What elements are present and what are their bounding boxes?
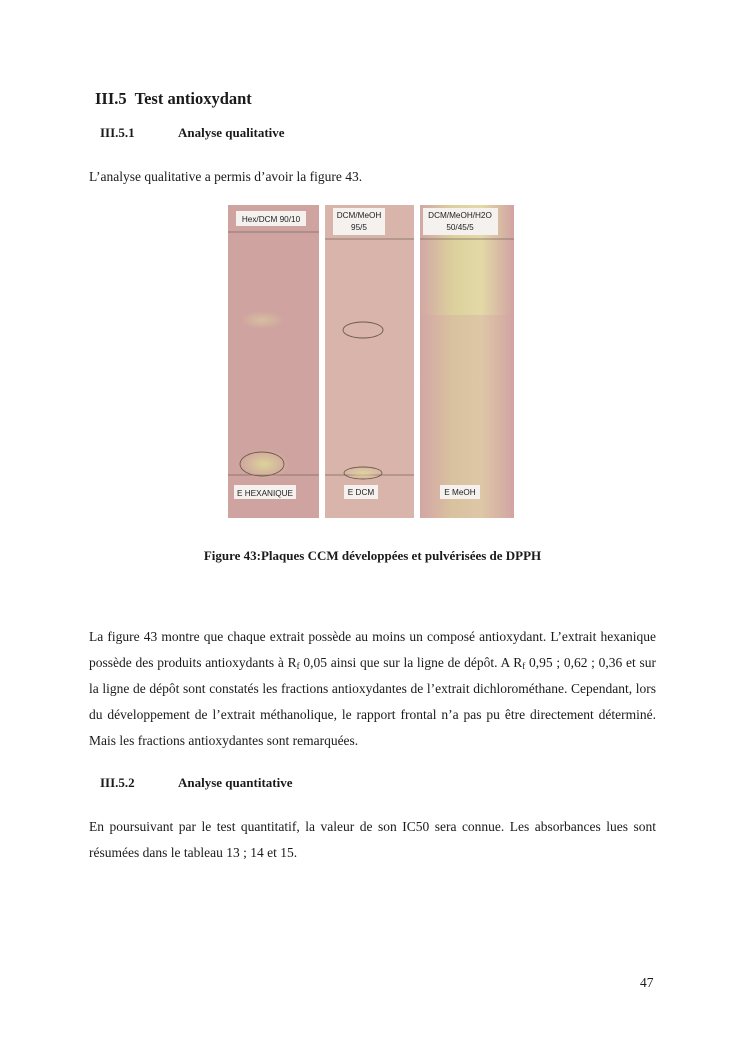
plate-hexane-extract: E HEXANIQUE [237, 489, 293, 498]
subsection-number: III.5.2 [100, 775, 135, 790]
plate-dcm-solvent-line1: DCM/MeOH [336, 211, 382, 220]
subsection-number: III.5.1 [100, 125, 135, 140]
tlc-plates-image [228, 205, 514, 518]
rf-subscript-2: f [522, 661, 526, 671]
para1-part-c: 0,95 ; 0,62 ; 0,36 et sur la ligne de dépôt sont constatés les fractions antioxydantes de l’extrait dichlorométhane. Cependant, lors du développement de l’extrait méthanolique, le rapport frontal n’a pas pu être directement déterminé. Mais les fractions antioxydantes sont remarquées. [89, 655, 656, 748]
plate-hexane-solvent: Hex/DCM 90/10 [241, 215, 301, 224]
subsection-heading-1 [100, 125, 285, 141]
section-title: Test antioxydant [134, 89, 252, 108]
quantitative-paragraph: En poursuivant par le test quantitatif, la valeur de son IC50 sera connue. Les absorbances lues sont résumées dans le tableau 13 ; 14 et 15. [89, 819, 656, 860]
figure-caption: Figure 43:Plaques CCM développées et pulvérisées de DPPH [203, 548, 542, 563]
plate-dcm-extract: E DCM [347, 488, 375, 497]
spot-hexane-rf005 [239, 449, 289, 479]
plate-meoh-solvent-line1: DCM/MeOH/H2O [428, 211, 492, 220]
plate-dcm [325, 205, 414, 518]
plate-meoh-solvent-line2: 50/45/5 [446, 223, 474, 232]
tlc-plates-figure [228, 205, 514, 518]
plate-hexane [228, 205, 319, 518]
section-heading [95, 89, 252, 109]
plate-meoh [420, 205, 514, 518]
plate-meoh-extract: E MeOH [444, 488, 476, 497]
rf-subscript-1: f [296, 661, 300, 671]
subsection-heading-2 [100, 775, 292, 791]
para1-part-a: La figure 43 montre que chaque extrait possède au moins un composé antioxydant. L’extrait hexanique possède des produits antioxydants à R [89, 629, 656, 670]
plate-dcm-solvent-line2: 95/5 [351, 223, 367, 232]
section-number: III.5 [95, 89, 127, 108]
subsection-title: Analyse quantitative [178, 775, 293, 790]
page-number: 47 [640, 975, 654, 990]
discussion-paragraph [89, 624, 656, 754]
para1-part-b: 0,05 ainsi que sur la ligne de dépôt. A R [299, 655, 523, 670]
subsection-title: Analyse qualitative [178, 125, 285, 140]
intro-paragraph: L’analyse qualitative a permis d’avoir la figure 43. [89, 169, 363, 184]
